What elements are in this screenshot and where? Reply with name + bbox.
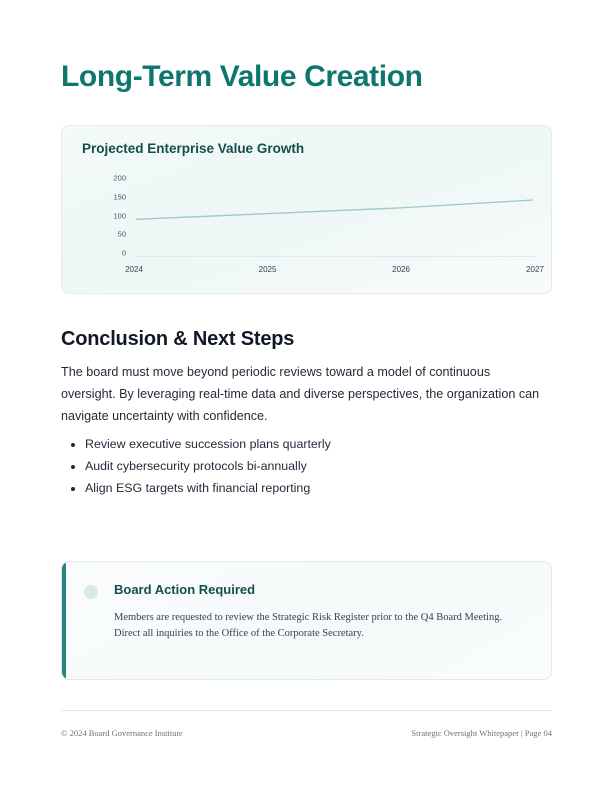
chart-line-series: [134, 172, 535, 257]
y-tick-label: 150: [113, 192, 126, 202]
list-item: • Audit cybersecurity protocols bi-annually: [85, 455, 552, 477]
section-paragraph: The board must move beyond periodic reviews toward a model of continuous oversight. By leveraging real-time data and diverse perspectives, the organization can navigate uncertainty with confidence.: [61, 364, 540, 423]
section-heading: Conclusion & Next Steps: [61, 327, 295, 350]
footer-copyright: © 2024 Board Governance Institute: [61, 728, 183, 738]
chart-plot: [82, 172, 535, 257]
document-content: [61, 0, 552, 500]
chart-y-axis: [82, 172, 130, 257]
x-tick-label: 2026: [392, 264, 410, 274]
callout-body: Members are requested to review the Strategic Risk Register prior to the Q4 Board Meeting. Direct all inquiries to the Office of the Corporate Secretary.: [114, 612, 503, 640]
callout-box: [61, 561, 552, 680]
callout-accent-bar: [62, 562, 66, 679]
chart-card: [61, 125, 552, 294]
y-tick-label: 50: [117, 229, 126, 239]
y-tick-label: 200: [113, 173, 126, 183]
x-tick-label: 2025: [258, 264, 277, 274]
chart-series-area: [134, 172, 535, 257]
y-tick-label: 0: [121, 248, 126, 258]
x-tick-label: 2027: [526, 264, 544, 274]
info-icon: [84, 585, 98, 599]
page-title: Long-Term Value Creation: [61, 60, 423, 93]
list-item: • Align ESG targets with financial reporting: [85, 477, 552, 499]
action-list: [61, 433, 552, 500]
footer-page-info: Strategic Oversight Whitepaper | Page 04: [411, 728, 552, 738]
list-item: • Review executive succession plans quarterly: [85, 433, 552, 455]
page-footer: [61, 710, 552, 738]
callout-title: Board Action Required: [114, 582, 256, 597]
y-tick-label: 100: [113, 211, 126, 221]
chart-title: Projected Enterprise Value Growth: [82, 140, 305, 156]
x-tick-label: 2024: [125, 264, 143, 274]
chart-x-axis: [125, 264, 544, 277]
